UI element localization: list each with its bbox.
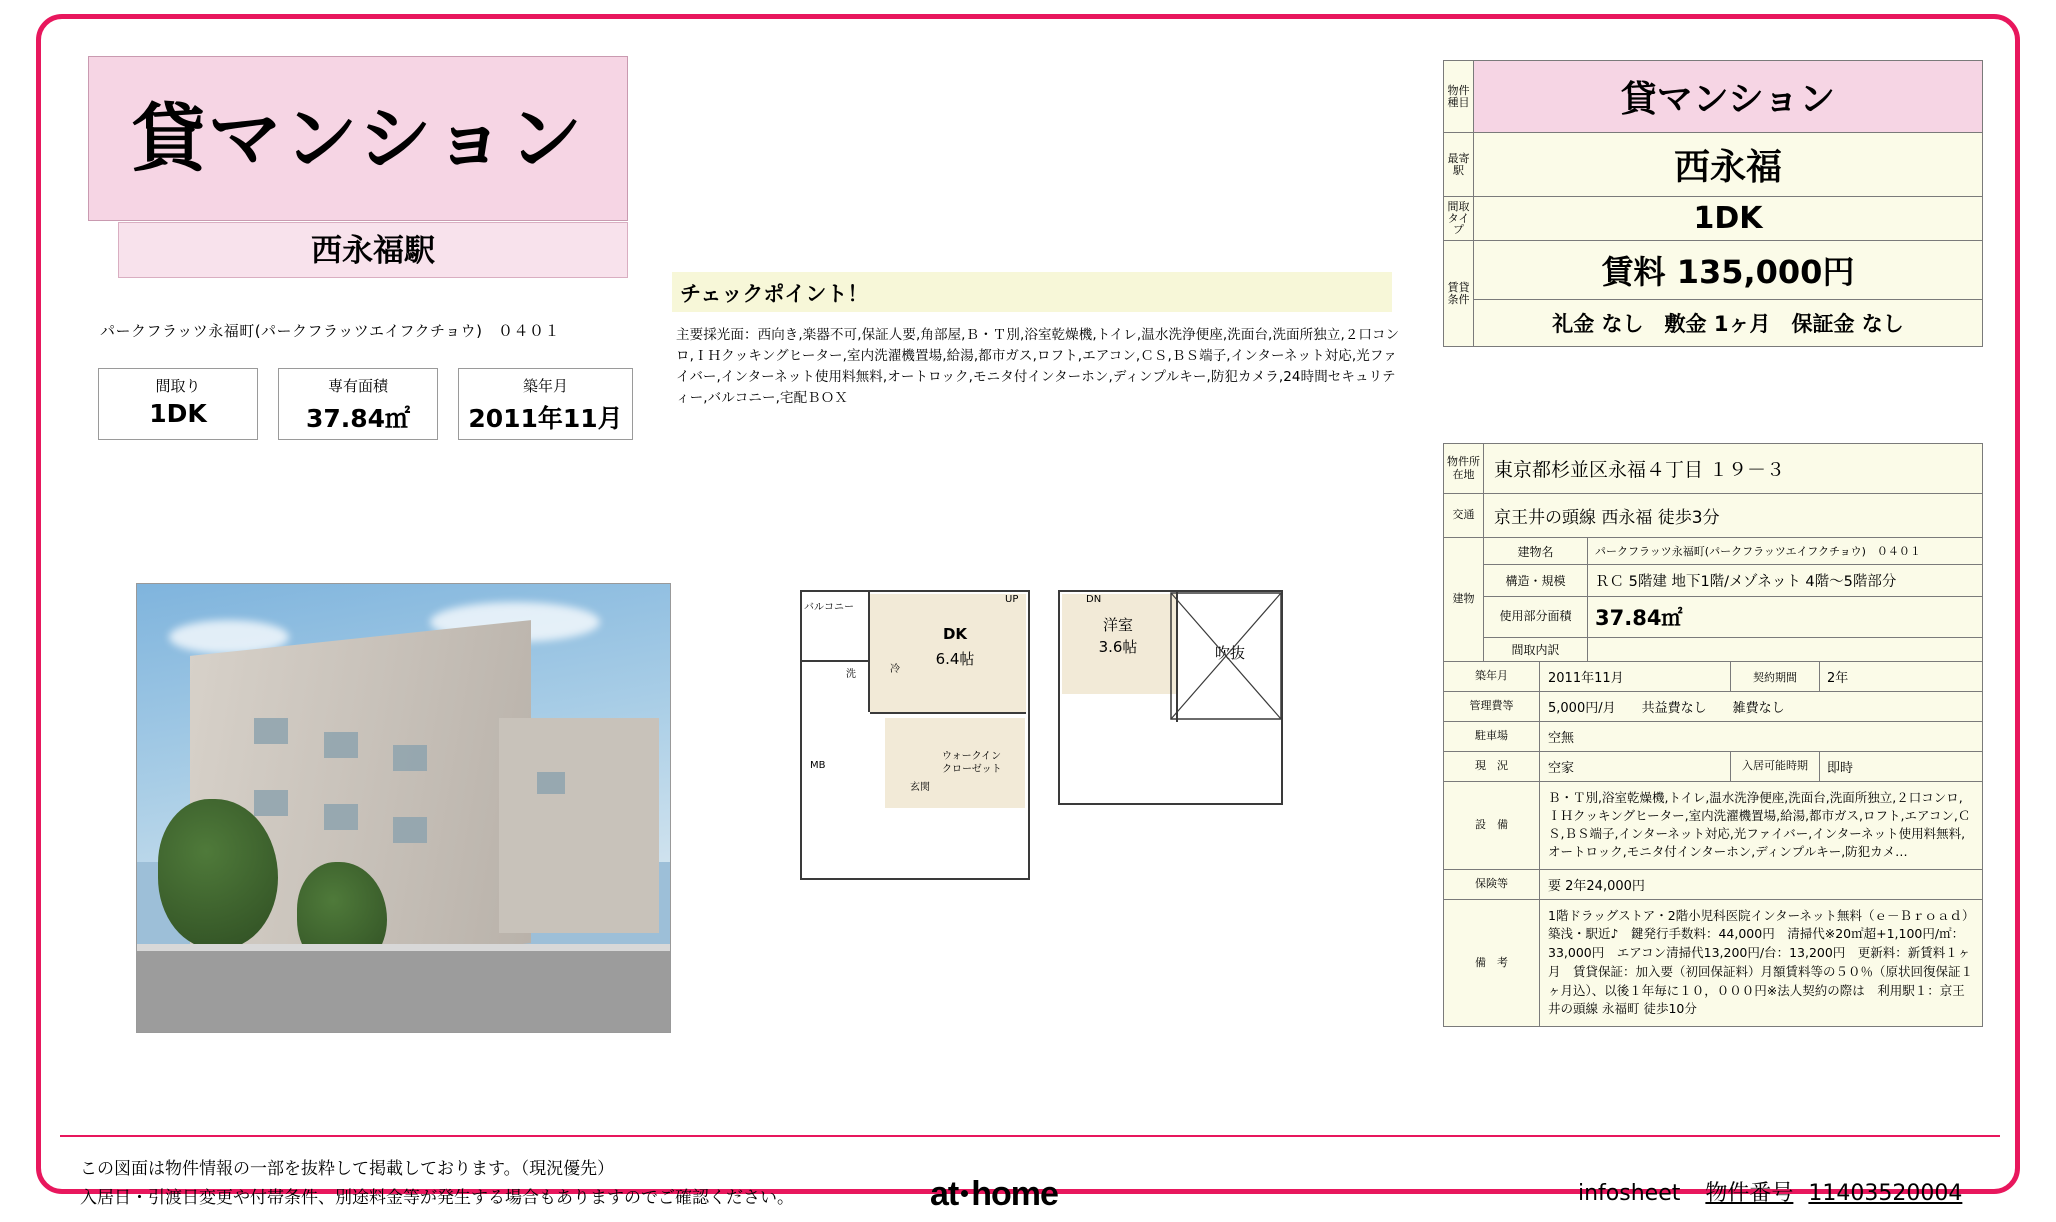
detail-value-equipment: Ｂ・Ｔ別,浴室乾燥機,トイレ,温水洗浄便座,洗面台,洗面所独立,２口コンロ,ＩＨクッキングヒーター,室内洗濯機置場,給湯,都市ガス,ロフト,エアコン,ＣＳ,ＢＳ端子,インターネット対応,光ファイバー,インターネット使用料無料,オートロック,モニタ付インターホン,ディンプルキー,防犯カメ… (1548, 790, 1971, 860)
fp-fridge-label: 冷 (890, 664, 900, 675)
athome-logo-right: home (971, 1175, 1058, 1213)
detail-row-building (1444, 538, 1982, 662)
fp-mb-label: MB (810, 760, 826, 771)
summary-conditions-row (1474, 300, 1982, 346)
fp-room-label: 洋室 (1102, 616, 1133, 634)
summary-row-station (1444, 133, 1982, 197)
detail-label-contract: 契約期間 (1730, 662, 1820, 691)
spec-area-value: 37.84㎡ (305, 404, 411, 433)
fp-wall (1176, 592, 1178, 722)
detail-row-address (1444, 444, 1982, 494)
detail-label-address: 物件所在地 (1444, 444, 1484, 493)
property-no-value: 11403520004 (1808, 1181, 1963, 1206)
athome-logo-dot (961, 1190, 968, 1197)
fp-void-cross (1170, 592, 1282, 720)
detail-row-layout-breakdown (1484, 638, 1982, 661)
athome-logo (930, 1175, 1058, 1214)
detail-row-access (1444, 494, 1982, 538)
station-title (118, 222, 628, 278)
summary-table (1443, 60, 1983, 347)
spec-year (458, 368, 633, 440)
detail-label-movein: 入居可能時期 (1730, 752, 1820, 781)
summary-value-type: 貸マンション (1474, 61, 1982, 132)
summary-head-layout: 間取タイプ (1444, 197, 1474, 240)
detail-row-use-area (1484, 597, 1982, 638)
photo-window (324, 732, 358, 758)
fp-wall (870, 712, 1026, 714)
detail-value-movein: 即時 (1827, 761, 1854, 776)
building-photo (136, 583, 671, 1033)
spec-area-label: 専有面積 (327, 377, 388, 395)
station-label: 西永福駅 (311, 233, 435, 269)
detail-label-use-area: 使用部分面積 (1484, 597, 1588, 637)
detail-value-access: 京王井の頭線 西永福 徒歩3分 (1494, 508, 1720, 528)
detail-value-building-name: パークフラッツ永福町(パークフラッツエイフクチョウ) ０４０１ (1595, 545, 1921, 558)
footer-note (80, 1155, 794, 1213)
property-type-label: 貸マンション (131, 96, 585, 182)
fp-dk-size: 6.4帖 (935, 650, 975, 668)
infosheet-footer (1578, 1176, 1962, 1207)
detail-label-parking: 駐車場 (1444, 722, 1540, 751)
fp-wash-label: 洗 (846, 669, 856, 680)
detail-value-fee: 5,000円/月 共益費なし 雑費なし (1548, 701, 1785, 716)
photo-building-right (499, 718, 659, 933)
photo-window (254, 790, 288, 816)
summary-row-type (1444, 61, 1982, 133)
spec-area (278, 368, 438, 440)
detail-value-contract: 2年 (1827, 671, 1849, 686)
detail-label-fee: 管理費等 (1444, 692, 1540, 721)
property-no-label: 物件番号 (1705, 1181, 1794, 1206)
photo-curb (137, 944, 670, 951)
detail-table (1443, 443, 1983, 1027)
spec-layout-label: 間取り (155, 377, 201, 395)
detail-value-layout-breakdown (1588, 638, 1982, 661)
detail-label-insurance: 保険等 (1444, 870, 1540, 899)
checkpoint-body: 主要採光面：西向き,楽器不可,保証人要,角部屋,Ｂ・Ｔ別,浴室乾燥機,トイレ,温水洗浄便座,洗面台,洗面所独立,２口コンロ,ＩＨクッキングヒーター,室内洗濯機置場,給湯,都市ガス,ロフト,エアコン,ＣＳ,ＢＳ端子,インターネット対応,光ファイバー,インターネット使用料無料,オートロック,モニタ付インターホン,ディンプルキー,防犯カメラ,24時間セキュリティー,バルコニー,宅配ＢＯＸ (676, 327, 1400, 406)
detail-value-year: 2011年11月 (1548, 671, 1624, 686)
checkpoint-title: チェックポイント！ (680, 282, 869, 306)
summary-row-layout (1444, 197, 1982, 241)
spec-layout-value: 1DK (149, 399, 207, 428)
photo-window (393, 745, 427, 771)
detail-row-remarks (1444, 900, 1982, 1027)
fp-dk-label: DK (942, 625, 968, 643)
detail-label-building: 建物 (1444, 538, 1484, 661)
detail-row-parking (1444, 722, 1982, 752)
floor-plan (790, 594, 1290, 1000)
detail-label-structure: 構造・規模 (1484, 565, 1588, 596)
photo-window (254, 718, 288, 744)
fp-wall (868, 592, 870, 712)
detail-value-address: 東京都杉並区永福４丁目 １９－３ (1494, 459, 1786, 481)
fp-up-label: UP (1005, 594, 1019, 605)
property-type-title (88, 56, 628, 221)
detail-row-fee (1444, 692, 1982, 722)
detail-value-insurance: 要 2年24,000円 (1548, 878, 1645, 894)
detail-label-layout-breakdown: 間取内訳 (1484, 638, 1588, 661)
spec-year-label: 築年月 (522, 377, 568, 395)
detail-value-structure: ＲＣ 5階建 地下1階/メゾネット 4階～5階部分 (1595, 574, 1897, 590)
spec-year-value: 2011年11月 (468, 404, 623, 433)
detail-row-insurance (1444, 870, 1982, 900)
detail-label-year: 築年月 (1444, 662, 1540, 691)
photo-window (393, 817, 427, 843)
fp-closet-label: ウォークイン クローゼット (942, 751, 1002, 775)
detail-row-structure (1484, 565, 1982, 597)
photo-window (537, 772, 565, 794)
summary-value-conditions: 礼金 なし 敷金 1ヶ月 保証金 なし (1474, 300, 1982, 346)
infosheet-label: infosheet (1578, 1181, 1681, 1206)
photo-road (137, 951, 670, 1032)
detail-value-parking: 空無 (1548, 731, 1575, 746)
fp-balcony-label: バルコニー (804, 602, 854, 613)
spec-layout (98, 368, 258, 440)
detail-value-status: 空家 (1548, 761, 1575, 776)
detail-row-status (1444, 752, 1982, 782)
summary-row-rent (1444, 241, 1982, 346)
fp-wall (800, 660, 870, 662)
athome-logo-left: at (930, 1175, 959, 1213)
detail-value-use-area: 37.84㎡ (1595, 606, 1683, 630)
summary-head-station: 最寄駅 (1444, 133, 1474, 196)
fp-void-label: 吹抜 (1214, 644, 1245, 662)
fp-dn-label: DN (1086, 594, 1102, 605)
summary-value-station: 西永福 (1474, 133, 1982, 196)
detail-value-remarks: 1階ドラッグストア・2階小児科医院インターネット無料（ｅ－Ｂｒｏａｄ）築浅・駅近♪ 鍵発行手数料：44,000円 清掃代※20㎡超+1,100円/㎡：33,000円 エアコン清掃代13,200円/台：13,200円 更新料：新賃料１ヶ月 賃貸保証：加入要（初回保証料）月額賃料等の５０％（原状回復保証１ヶ月込）、以後１年毎に１０，０００円※法人契約の際は 利用駅１：京王井の頭線 永福町 徒歩10分 (1548, 907, 1974, 1017)
summary-head-type: 物件種目 (1444, 61, 1474, 132)
detail-row-equipment (1444, 782, 1982, 870)
detail-row-building-name (1484, 538, 1982, 565)
summary-head-terms: 賃貸条件 (1444, 241, 1474, 346)
detail-label-equipment: 設 備 (1444, 782, 1540, 869)
footer-note-line2: 入居日・引渡日変更や付帯条件、別途料金等が発生する場合もありますのでご確認ください。 (80, 1187, 794, 1208)
footer-note-line1: この図面は物件情報の一部を抜粋して掲載しております。（現況優先） (80, 1159, 615, 1179)
summary-value-rent: 賃料 135,000円 (1474, 241, 1982, 299)
summary-value-layout: 1DK (1474, 197, 1982, 240)
summary-rent-row (1474, 241, 1982, 300)
fp-entrance-label: 玄関 (910, 782, 930, 793)
detail-label-remarks: 備 考 (1444, 900, 1540, 1027)
building-name-small: パークフラッツ永福町(パークフラッツエイフクチョウ) ０４０１ (100, 322, 560, 340)
detail-row-year (1444, 662, 1982, 692)
detail-label-building-name: 建物名 (1484, 538, 1588, 564)
fp-room-size: 3.6帖 (1098, 638, 1138, 656)
footer-divider (60, 1135, 2000, 1137)
detail-label-status: 現 況 (1444, 752, 1540, 781)
detail-label-access: 交通 (1444, 494, 1484, 537)
photo-window (324, 804, 358, 830)
